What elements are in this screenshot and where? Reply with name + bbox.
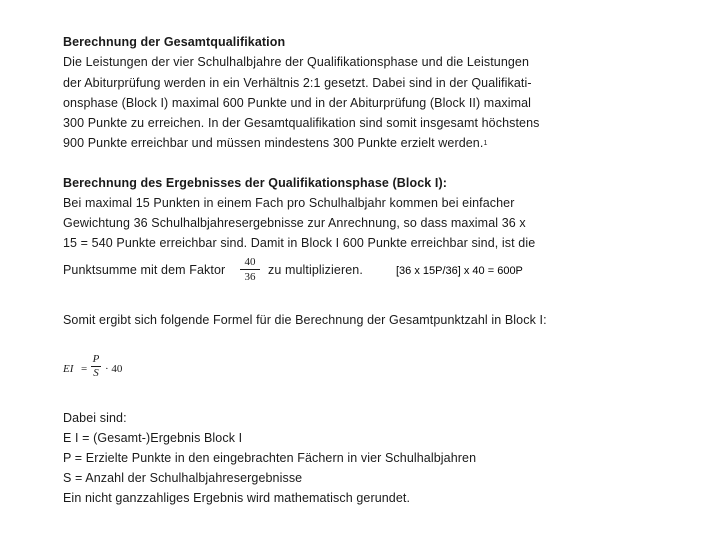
formula-equals: = <box>81 363 88 375</box>
formula-intro: Somit ergibt sich folgende Formel für die Berechnung der Gesamtpunktzahl in Block I: <box>63 313 547 327</box>
paragraph-line: 15 = 540 Punkte erreichbar sind. Damit in Block I 600 Punkte erreichbar sind, ist die <box>63 236 536 250</box>
formula-lhs: EI <box>63 363 74 375</box>
fraction-bar <box>240 269 260 270</box>
legend-item: S = Anzahl der Schulhalbjahresergebnisse <box>63 471 303 485</box>
factor-line-end: zu multiplizieren. <box>268 263 363 277</box>
paragraph-line: Die Leistungen der vier Schulhalbjahre der Qualifikationsphase und die Leistungen <box>63 55 530 69</box>
paragraph-line: onsphase (Block I) maximal 600 Punkte und in der Abiturprüfung (Block II) maximal <box>63 96 532 110</box>
paragraph-line <box>63 136 487 151</box>
heading-gesamtqualifikation: Berechnung der Gesamtqualifikation <box>63 35 286 49</box>
footnote-mark: 1 <box>483 140 488 147</box>
formula-multiplier: · 40 <box>105 363 123 375</box>
side-note-calculation: [36 x 15P/36] x 40 = 600P <box>396 265 523 277</box>
paragraph-line: der Abiturprüfung werden in ein Verhältnis 2:1 gesetzt. Dabei sind in der Qualifikati- <box>63 76 532 90</box>
paragraph-line: Gewichtung 36 Schulhalbjahresergebnisse zur Anrechnung, so dass maximal 36 x <box>63 216 526 230</box>
factor-denominator: 36 <box>244 271 256 283</box>
formula-block <box>63 354 143 384</box>
factor-fraction <box>240 256 260 283</box>
legend-item: E I = (Gesamt-)Ergebnis Block I <box>63 431 243 445</box>
paragraph-line: 300 Punkte zu erreichen. In der Gesamtqualifikation sind somit insgesamt höchstens <box>63 116 540 130</box>
legend-intro: Dabei sind: <box>63 411 127 425</box>
legend-item: P = Erzielte Punkte in den eingebrachten Fächern in vier Schulhalbjahren <box>63 451 477 465</box>
factor-numerator: 40 <box>244 256 256 268</box>
paragraph-line: Bei maximal 15 Punkten in einem Fach pro Schulhalbjahr kommen bei einfacher <box>63 196 515 210</box>
formula-denominator: S <box>93 367 99 379</box>
factor-line-start: Punktsumme mit dem Faktor <box>63 263 226 277</box>
formula-fraction <box>91 354 101 379</box>
paragraph-line-text: 900 Punkte erreichbar und müssen mindestens 300 Punkte erzielt werden. <box>63 136 484 150</box>
heading-block-one: Berechnung des Ergebnisses der Qualifikationsphase (Block I): <box>63 176 447 190</box>
formula-numerator: P <box>92 353 100 365</box>
rounding-note: Ein nicht ganzzahliges Ergebnis wird mathematisch gerundet. <box>63 491 411 505</box>
